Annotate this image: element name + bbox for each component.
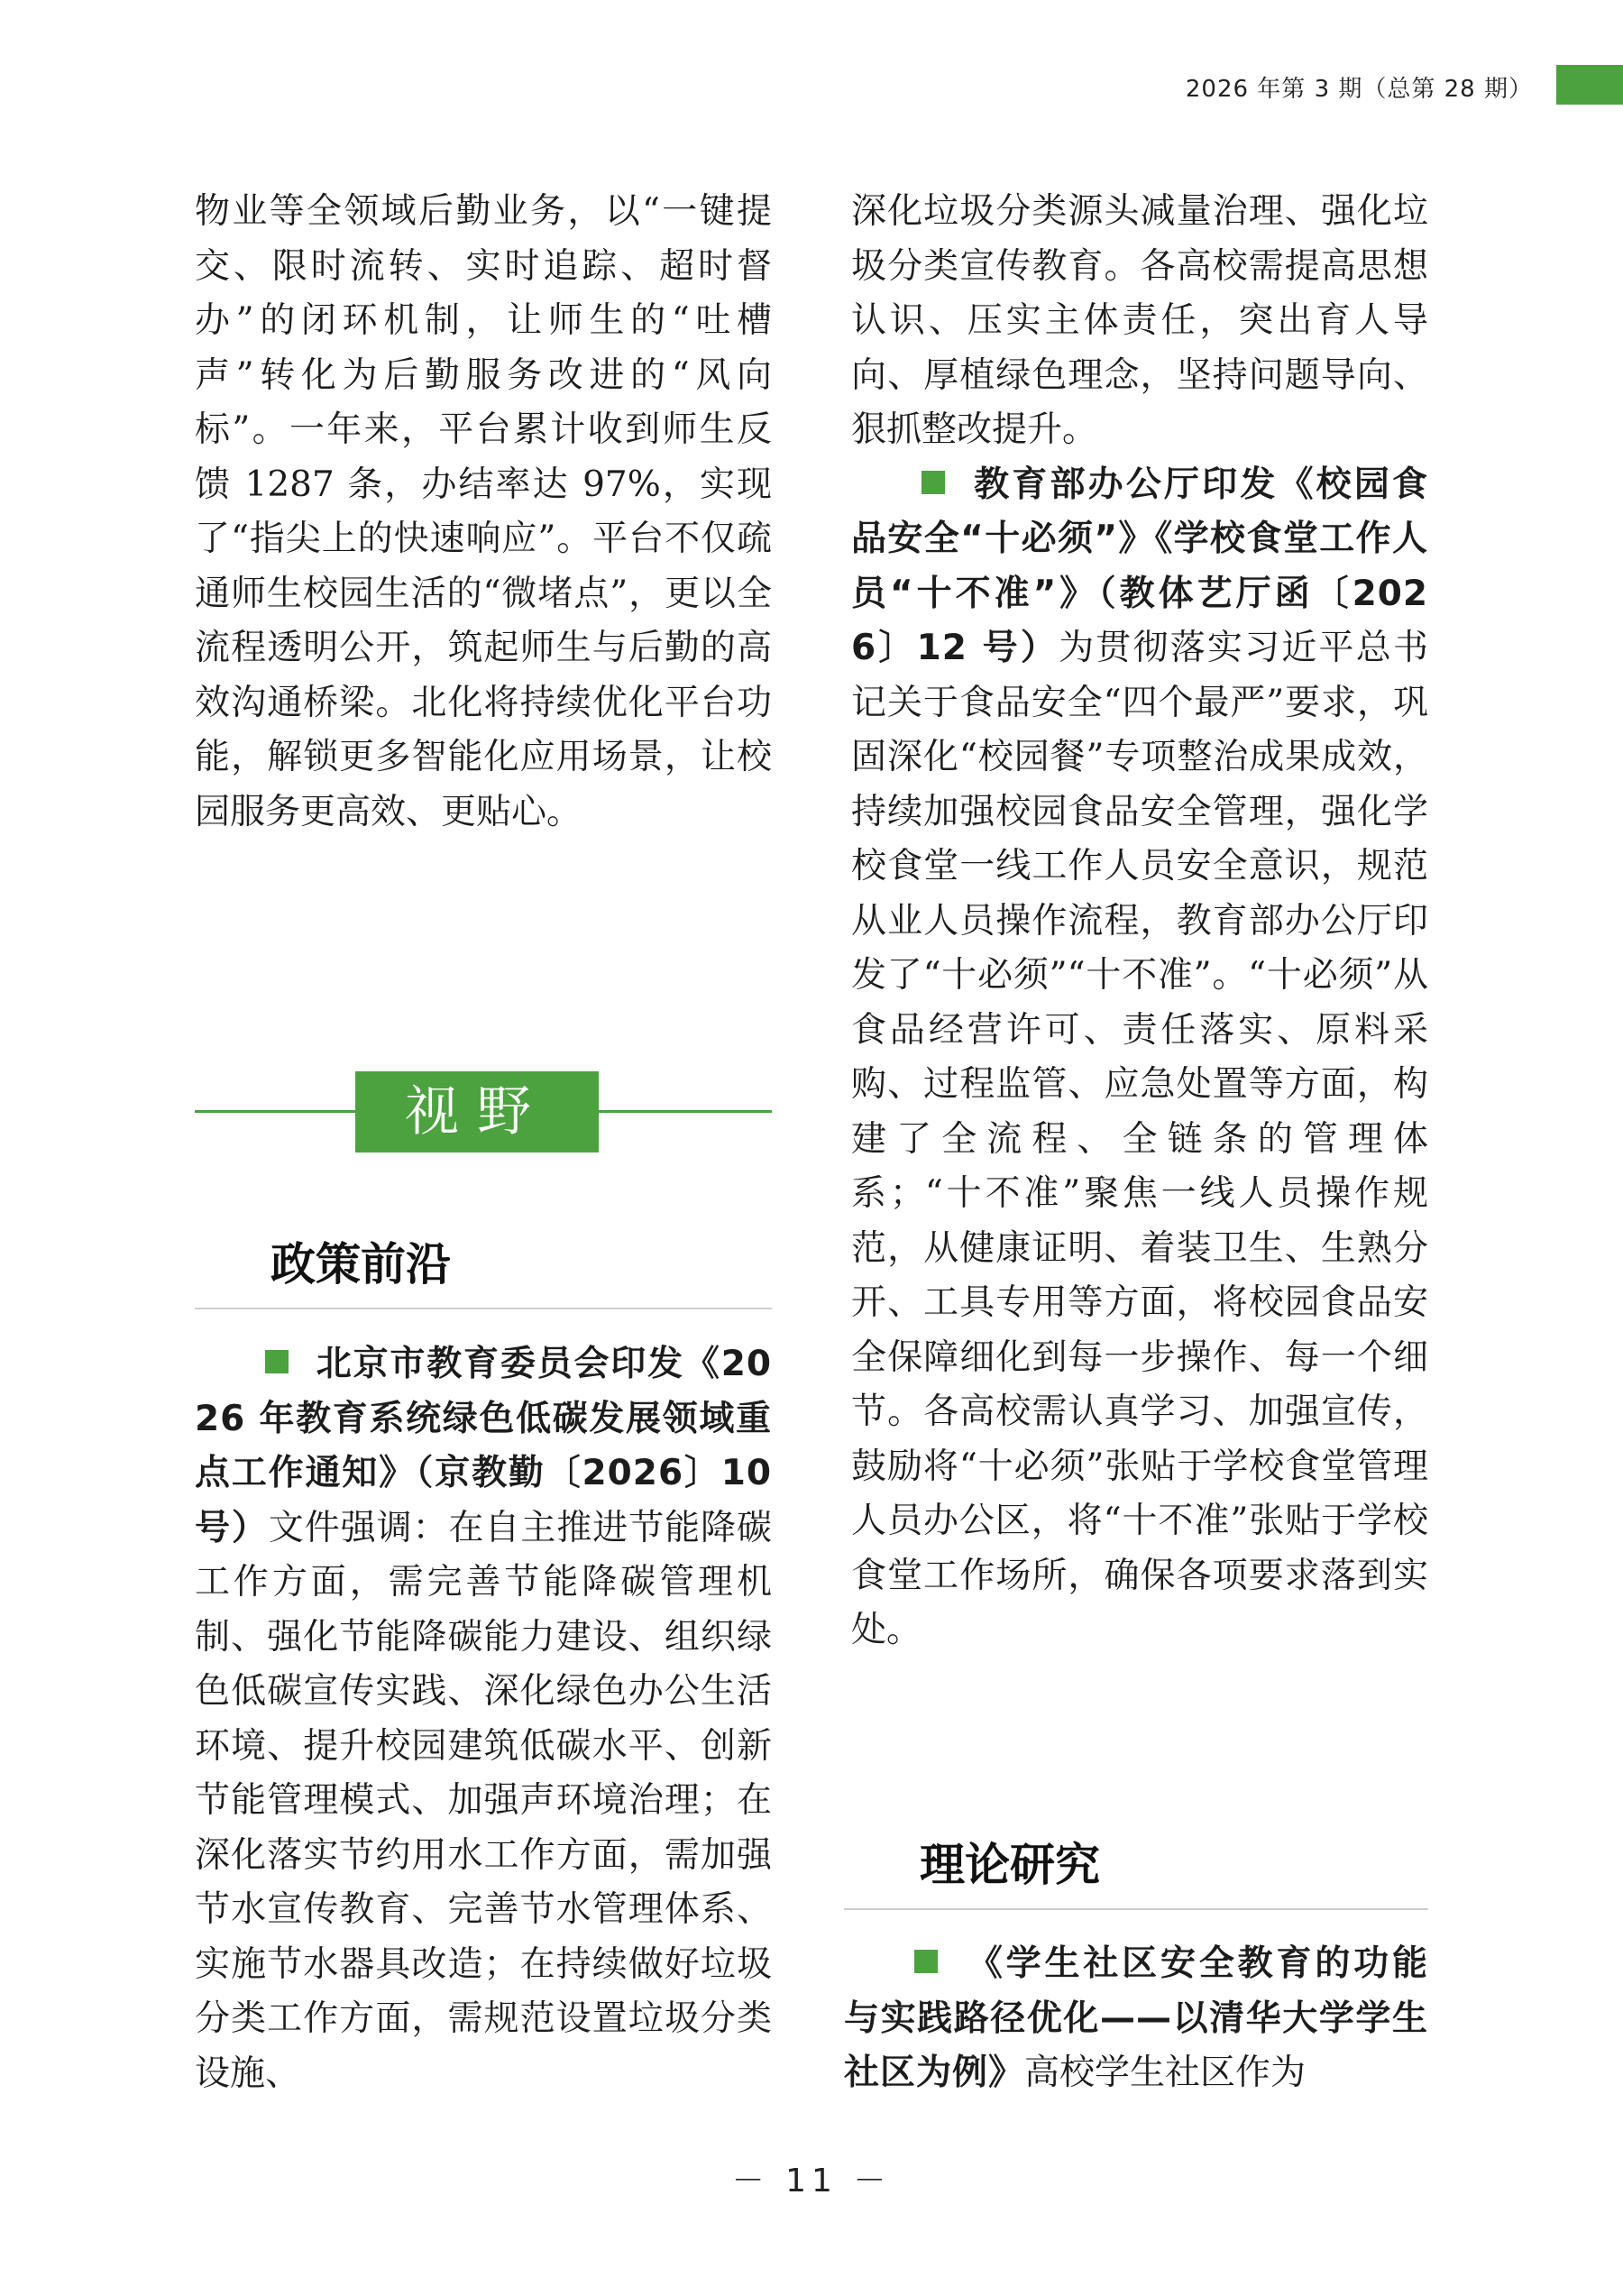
intro-paragraph: 物业等全领域后勤业务，以“一键提交、限时流转、实时追踪、超时督办”的闭环机制，让师生的“吐槽声”转化为后勤服务改进的“风向标”。一年来，平台累计收到师生反馈 1287 条，办结率达 97%，实现了“指尖上的快速响应”。平台不仅疏通师生校园生活的“微堵点”，更以全流程透明公开，筑起师生与后勤的高效沟通桥梁。北化将持续优化平台功能，解锁更多智能化应用场景，让校园服务更高效、更贴心。 xyxy=(195,191,772,832)
policy-item-1-body: 文件强调：在自主推进节能降碳工作方面，需完善节能降碳管理机制、强化节能降碳能力建设、组织绿色低碳宣传实践、深化绿色办公生活环境、提升校园建筑低碳水平、创新节能管理模式、加强声环境治理；在深化落实节约用水工作方面，需加强节水宣传教育、完善节水管理体系、实施节水器具改造；在持续做好垃圾分类工作方面，需规范设置垃圾分类设施、 xyxy=(195,1507,772,2094)
left-column xyxy=(195,185,772,840)
section-banner xyxy=(195,1071,772,1153)
policy-item-2 xyxy=(851,458,1428,1658)
policy-item-1-lead: 北京市教育委员会印发《2026 年教育系统绿色低碳发展领域重点工作通知》（京教勤〔2026〕10 号） xyxy=(195,1344,772,1548)
subsection-title-theory: 理论研究 xyxy=(844,1829,1428,1910)
right-column xyxy=(851,185,1428,1658)
section-title: 视野 xyxy=(355,1071,599,1153)
left-column-item xyxy=(195,1337,772,2101)
square-bullet-icon xyxy=(914,1950,938,1973)
right-column-item xyxy=(844,1937,1428,2101)
theory-item-1-lead: 《学生社区安全教育的功能与实践路径优化——以清华大学学生社区为例》 xyxy=(844,1943,1428,2093)
subsection-title-policy: 政策前沿 xyxy=(195,1228,772,1309)
policy-item-2-lead: 教育部办公厅印发《校园食品安全“十必须”》《学校食堂工作人员“十不准”》（教体艺厅函〔2026〕12 号） xyxy=(851,464,1428,668)
policy-item-2-body: 为贯彻落实习近平总书记关于食品安全“四个最严”要求，巩固深化“校园餐”专项整治成果成效，持续加强校园食品安全管理，强化学校食堂一线工作人员安全意识，规范从业人员操作流程，教育部办公厅印发了“十必须”“十不准”。“十必须”从食品经营许可、责任落实、原料采购、过程监管、应急处置等方面，构建了全流程、全链条的管理体系；“十不准”聚焦一线人员操作规范，从健康证明、着装卫生、生熟分开、工具专用等方面，将校园食品安全保障细化到每一步操作、每一个细节。各高校需认真学习、加强宣传，鼓励将“十必须”张贴于学校食堂管理人员办公区，将“十不准”张贴于学校食堂工作场所，确保各项要求落到实处。 xyxy=(851,628,1428,1650)
theory-item-1 xyxy=(844,1937,1428,2101)
square-bullet-icon xyxy=(265,1350,289,1373)
page-number: － 11 － xyxy=(731,2163,892,2200)
policy-item-1 xyxy=(195,1337,772,2101)
theory-item-1-body: 高校学生社区作为 xyxy=(1024,2053,1307,2093)
square-bullet-icon xyxy=(922,471,945,494)
policy-item-1-continued: 深化垃圾分类源头减量治理、强化垃圾分类宣传教育。各高校需提高思想认识、压实主体责任，突出育人导向、厚植绿色理念，坚持问题导向、狠抓整改提升。 xyxy=(851,191,1428,450)
header-accent-bar xyxy=(1556,65,1623,105)
issue-label: 2026 年第 3 期（总第 28 期） xyxy=(1185,76,1533,103)
